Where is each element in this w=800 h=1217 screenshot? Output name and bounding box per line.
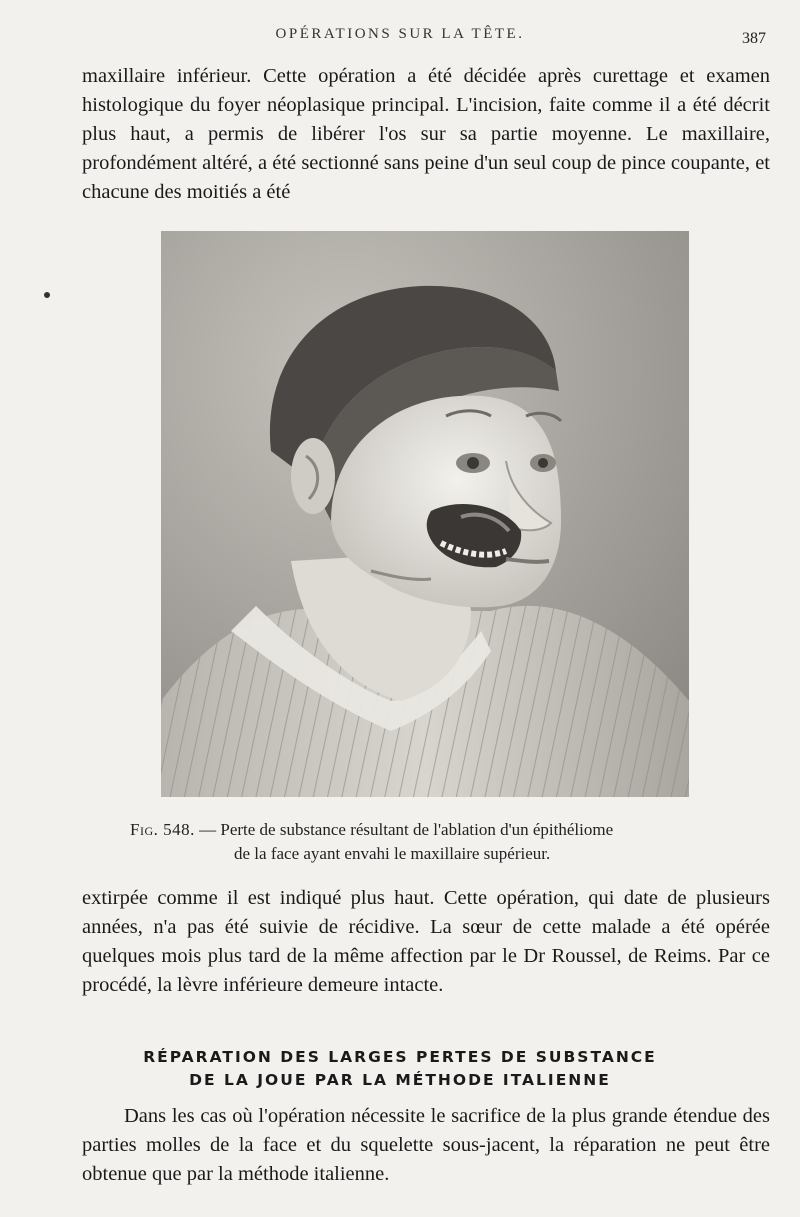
figure-caption	[130, 818, 730, 866]
running-title: OPÉRATIONS SUR LA TÊTE.	[275, 26, 525, 42]
paragraph-text: maxillaire inférieur. Cette opération a été décidée après curettage et examen histologique du foyer néoplasique principal. L'incision, faite comme il a été décrit plus haut, a permis de libérer l'os sur sa partie moyenne. Le maxillaire, profondément altéré, a été sectionné sans peine d'un seul coup de pince coupante, et chacune des moitiés a été	[82, 65, 770, 203]
page-number: 387	[742, 30, 766, 47]
section-heading-line-1: RÉPARATION DES LARGES PERTES DE SUBSTANCE	[143, 1048, 657, 1066]
body-paragraph-mid	[82, 884, 770, 1000]
section-heading	[0, 1046, 800, 1092]
body-paragraph-top	[82, 62, 770, 207]
running-header	[0, 26, 800, 50]
caption-line-1: — Perte de substance résultant de l'ablation d'un épithéliome	[194, 820, 614, 839]
print-speck	[44, 292, 50, 298]
caption-line-2: de la face ayant envahi le maxillaire supérieur.	[234, 844, 551, 863]
body-paragraph-bottom	[82, 1102, 770, 1189]
patient-portrait-image	[161, 231, 689, 797]
figure-photograph	[161, 231, 689, 797]
section-heading-line-2: DE LA JOUE PAR LA MÉTHODE ITALIENNE	[189, 1071, 611, 1089]
paragraph-text: Dans les cas où l'opération nécessite le sacrifice de la plus grande étendue des parties molles de la face et du squelette sous-jacent, la réparation ne peut être obtenue que par la méthode italienne.	[82, 1105, 770, 1185]
figure-label: Fig. 548.	[130, 820, 195, 839]
paragraph-text: extirpée comme il est indiqué plus haut. Cette opération, qui date de plusieurs années, n'a pas été suivie de récidive. La sœur de cette malade a été opérée quelques mois plus tard de la même affection par le Dr Roussel, de Reims. Par ce procédé, la lèvre inférieure demeure intacte.	[82, 887, 770, 996]
